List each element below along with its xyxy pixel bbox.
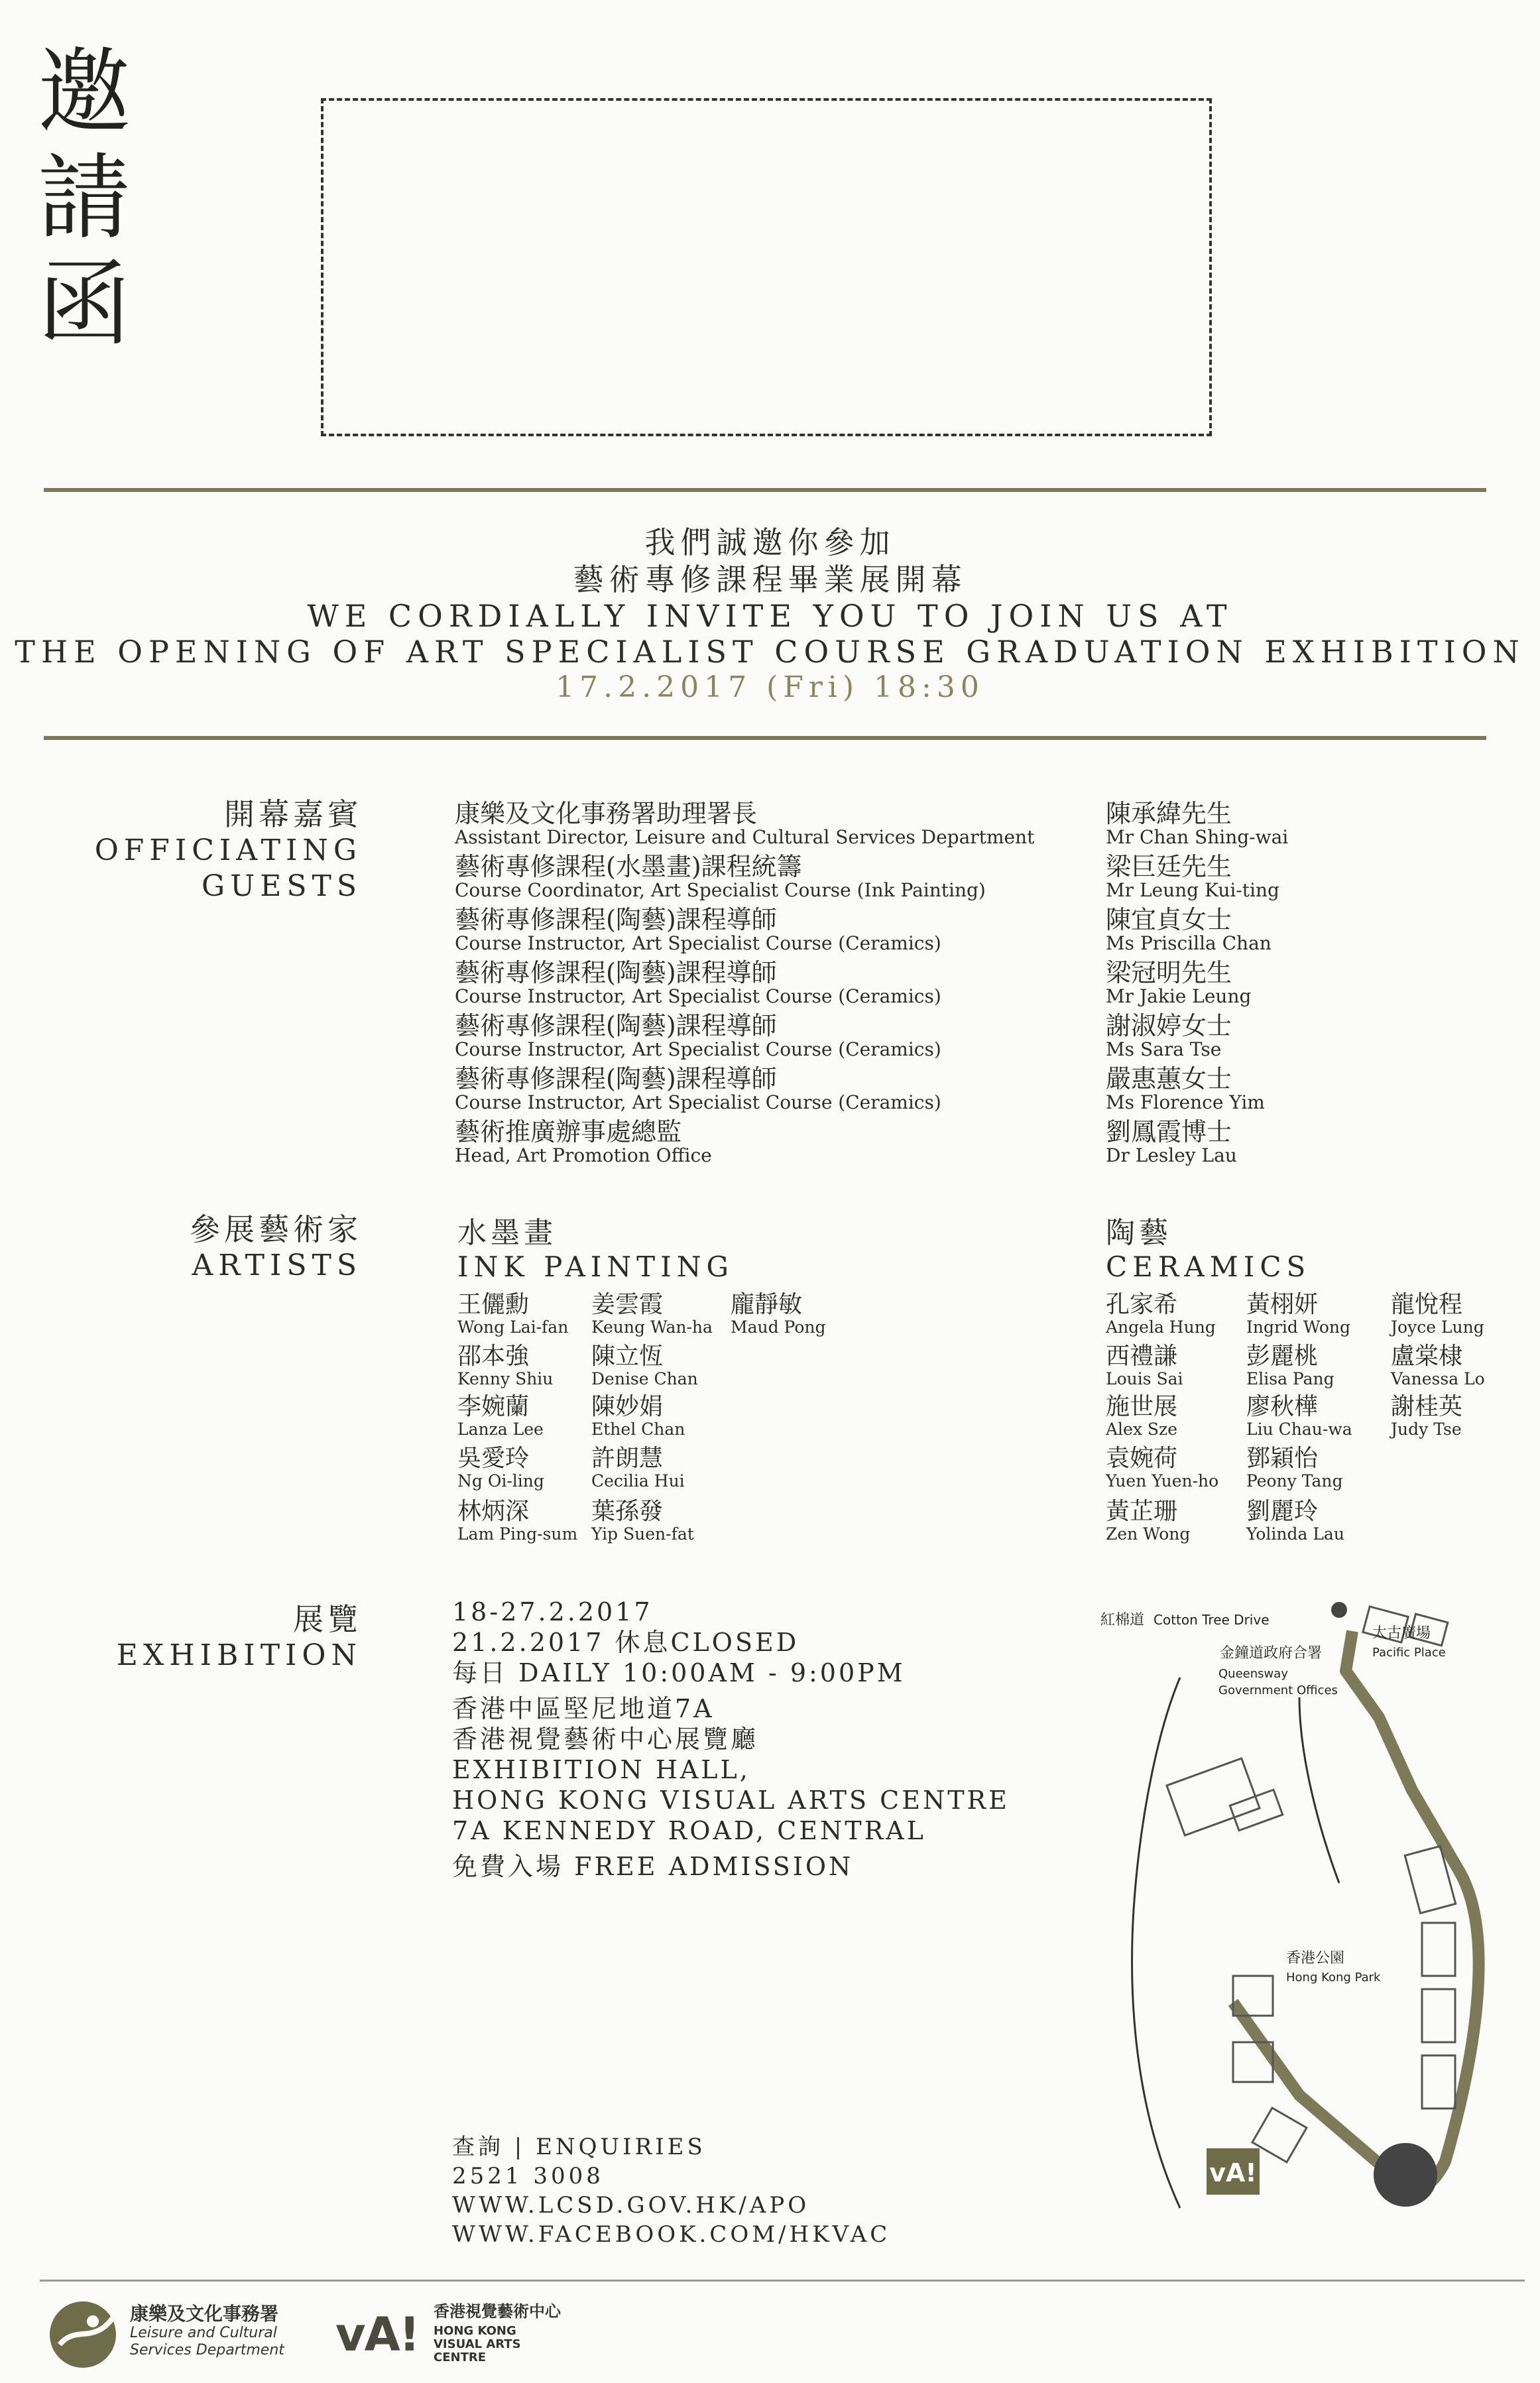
title-char-2: 請 — [37, 145, 131, 253]
venue-name-zh: 香港視覺藝術中心展覽廳 — [452, 1725, 759, 1754]
artist-name-zh: 孔家希 — [1106, 1291, 1178, 1318]
invite-datetime: 17.2.2017 (Fri) 18:30 — [556, 670, 984, 704]
guest-row — [455, 906, 1051, 953]
invite-zh-2: 藝術專修課程畢業展開幕 — [573, 562, 967, 597]
guest-title-en: Course Coordinator, Art Specialist Course (Ink Painting) — [455, 879, 986, 901]
venue-name-en: HONG KONG VISUAL ARTS CENTRE — [452, 1786, 1010, 1815]
artist-entry — [591, 1498, 694, 1544]
artist-name-zh: 姜雲霞 — [591, 1291, 664, 1318]
map-station-icon — [1331, 1602, 1347, 1618]
artist-name-en: Wong Lai-fan — [457, 1317, 569, 1337]
artist-entry — [1106, 1343, 1183, 1388]
guest-row — [455, 1118, 1051, 1166]
artist-name-en: Lam Ping-sum — [457, 1524, 578, 1544]
artist-entry — [1106, 1445, 1218, 1491]
middle-divider — [44, 736, 1486, 740]
guest-title-en: Course Instructor, Art Specialist Course (Ceramics) — [455, 985, 941, 1007]
artist-entry — [591, 1445, 685, 1491]
artist-name-zh: 葉孫發 — [591, 1498, 664, 1525]
ceramics-label-en: CERAMICS — [1106, 1251, 1311, 1283]
guest-title-zh: 康樂及文化事務署助理署長 — [455, 799, 758, 828]
guest-name-en: Mr Jakie Leung — [1106, 985, 1252, 1007]
artist-name-zh: 西禮謙 — [1106, 1343, 1178, 1370]
enquiries-label: 查詢 | ENQUIRIES — [452, 2134, 706, 2160]
artist-name-en: Ingrid Wong — [1246, 1317, 1351, 1337]
guest-title-zh: 藝術專修課程(水墨畫)課程統籌 — [455, 852, 802, 881]
artist-entry — [591, 1394, 685, 1439]
artist-entry — [1391, 1343, 1485, 1388]
artist-name-en: Yip Suen-fat — [591, 1524, 694, 1544]
artists-label — [50, 1211, 362, 1284]
artist-name-zh: 陳妙娟 — [591, 1393, 664, 1420]
artist-name-en: Louis Sai — [1106, 1369, 1183, 1388]
artist-name-zh: 劉麗玲 — [1246, 1498, 1319, 1525]
venue-address-zh: 香港中區堅尼地道7A — [452, 1694, 715, 1723]
map-label-park-en: Hong Kong Park — [1286, 1971, 1381, 1985]
enquiries-facebook[interactable]: WWW.FACEBOOK.COM/HKVAC — [452, 2221, 891, 2248]
map-road-left — [1132, 1678, 1180, 2208]
ceramics-label-zh: 陶藝 — [1106, 1216, 1172, 1250]
lcsd-name-zh: 康樂及文化事務署 — [130, 2303, 279, 2325]
hkvac-name-en-2: VISUAL ARTS — [434, 2337, 521, 2351]
officiating-label — [50, 796, 362, 904]
artist-entry — [1391, 1292, 1484, 1337]
lcsd-name-en-2: Services Department — [130, 2342, 284, 2358]
location-map — [1100, 1591, 1498, 2215]
artist-name-en: Kenny Shiu — [457, 1369, 554, 1388]
guest-name-zh: 梁冠明先生 — [1106, 958, 1232, 987]
artist-name-zh: 陳立恆 — [591, 1343, 664, 1370]
artist-name-en: Yolinda Lau — [1246, 1524, 1344, 1544]
artist-entry — [1106, 1292, 1216, 1337]
artist-name-zh: 盧棠棣 — [1391, 1343, 1463, 1370]
lcsd-name-en-1: Leisure and Cultural — [130, 2325, 277, 2341]
enquiries-phone: 2521 3008 — [452, 2163, 604, 2189]
artist-name-en: Zen Wong — [1106, 1524, 1191, 1544]
guest-title-en: Assistant Director, Leisure and Cultural Services Department — [455, 826, 1035, 848]
artist-entry — [1391, 1394, 1462, 1439]
artist-name-zh: 黃栩妍 — [1246, 1291, 1319, 1318]
free-admission: 免費入場 FREE ADMISSION — [452, 1852, 854, 1881]
guest-name-zh: 嚴惠蕙女士 — [1106, 1064, 1232, 1093]
map-route — [1233, 1631, 1479, 2189]
map-building — [1422, 1989, 1455, 2042]
map-building — [1252, 2108, 1307, 2162]
hkvac-logo: vA! — [335, 2307, 419, 2362]
artist-entry — [1246, 1445, 1342, 1491]
artist-entry — [1246, 1498, 1344, 1544]
hkvac-name-zh: 香港視覺藝術中心 — [434, 2302, 561, 2321]
artist-name-en: Judy Tse — [1391, 1420, 1462, 1439]
ink-label-zh: 水墨畫 — [457, 1216, 557, 1250]
invitation-title — [34, 40, 134, 358]
map-road-gov — [1299, 1697, 1339, 1883]
invite-en-1: WE CORDIALLY INVITE YOU TO JOIN US AT — [307, 598, 1233, 634]
artist-name-en: Vanessa Lo — [1391, 1369, 1485, 1388]
guest-name-en: Mr Leung Kui-ting — [1106, 879, 1279, 901]
guest-title-zh: 藝術專修課程(陶藝)課程導師 — [455, 905, 777, 934]
artist-name-en: Ethel Chan — [591, 1420, 685, 1439]
artist-name-en: Lanza Lee — [457, 1420, 544, 1439]
guest-name-zh: 陳宜貞女士 — [1106, 905, 1232, 934]
title-char-1: 邀 — [37, 38, 131, 147]
artist-entry — [1246, 1292, 1350, 1337]
artist-name-zh: 王儷勳 — [457, 1291, 530, 1318]
ink-painting-heading — [457, 1216, 734, 1284]
artist-name-zh: 龐靜敏 — [731, 1291, 803, 1318]
invitation-block — [0, 524, 1540, 705]
artist-name-en: Keung Wan-ha — [591, 1317, 713, 1337]
guest-name — [1106, 906, 1371, 953]
artist-name-en: Maud Pong — [731, 1317, 826, 1337]
artist-name-zh: 龍悅程 — [1391, 1291, 1463, 1318]
artist-name-zh: 邵本強 — [457, 1343, 530, 1370]
address-window — [321, 98, 1212, 436]
enquiries — [452, 2132, 1049, 2249]
map-label-pacific-zh: 太古廣場 — [1372, 1625, 1431, 1642]
guest-name-en: Ms Florence Yim — [1106, 1091, 1265, 1113]
artist-name-en: Denise Chan — [591, 1369, 698, 1388]
guest-name — [1106, 959, 1371, 1007]
map-building — [1422, 2055, 1455, 2108]
exhibition-details — [452, 1597, 1049, 1882]
map-va-logo: vA! — [1209, 2158, 1257, 2187]
artist-name-zh: 吳愛玲 — [457, 1445, 530, 1472]
enquiries-website[interactable]: WWW.LCSD.GOV.HK/APO — [452, 2192, 810, 2219]
artist-name-en: Alex Sze — [1106, 1420, 1177, 1439]
guest-row — [455, 959, 1051, 1007]
guest-title-zh: 藝術專修課程(陶藝)課程導師 — [455, 1064, 777, 1093]
venue-address-en: 7A KENNEDY ROAD, CENTRAL — [452, 1816, 926, 1845]
top-divider — [44, 488, 1486, 492]
artist-entry — [1106, 1498, 1190, 1544]
guest-name-en: Mr Chan Shing-wai — [1106, 826, 1289, 848]
map-building — [1167, 1758, 1260, 1835]
map-label-gov-en-2: Government Offices — [1218, 1683, 1338, 1697]
map-building — [1422, 1923, 1455, 1976]
ceramics-heading — [1106, 1216, 1311, 1284]
map-label-park-zh: 香港公園 — [1286, 1950, 1345, 1967]
artist-entry — [1246, 1394, 1352, 1439]
guest-name — [1106, 1012, 1371, 1060]
guest-name-en: Ms Sara Tse — [1106, 1038, 1222, 1060]
guest-name-en: Dr Lesley Lau — [1106, 1144, 1237, 1166]
hkvac-name-en-3: CENTRE — [434, 2351, 487, 2364]
artist-name-en: Peony Tang — [1246, 1471, 1343, 1491]
map-label-gov-zh: 金鐘道政府合署 — [1220, 1645, 1323, 1662]
title-char-3: 函 — [37, 251, 131, 359]
guest-row — [455, 800, 1051, 847]
exhibition-hours: 每日 DAILY 10:00AM - 9:00PM — [452, 1658, 906, 1687]
venue-hall-en: EXHIBITION HALL, — [452, 1755, 750, 1784]
map-destination-marker — [1374, 2143, 1437, 2207]
artist-entry — [1246, 1343, 1334, 1388]
artist-name-en: Ng Oi-ling — [457, 1471, 544, 1491]
guest-row — [455, 853, 1051, 900]
officiating-label-en-1: OFFICIATING — [94, 833, 362, 867]
artist-name-zh: 彭麗桃 — [1246, 1343, 1319, 1370]
artist-name-zh: 鄧穎怡 — [1246, 1445, 1319, 1472]
artist-entry — [457, 1445, 544, 1491]
guest-name-en: Ms Priscilla Chan — [1106, 932, 1272, 954]
guest-title-en: Course Instructor, Art Specialist Course (Ceramics) — [455, 1091, 941, 1113]
exhibition-label-en: EXHIBITION — [116, 1638, 362, 1672]
guest-name-zh: 梁巨廷先生 — [1106, 852, 1232, 881]
invite-en-2: THE OPENING OF ART SPECIALIST COURSE GRADUATION EXHIBITION — [15, 634, 1525, 670]
artist-name-zh: 林炳深 — [457, 1498, 530, 1525]
map-label-road-en: Cotton Tree Drive — [1154, 1612, 1270, 1628]
lcsd-logo-text — [130, 2303, 284, 2359]
guest-title-en: Course Instructor, Art Specialist Course (Ceramics) — [455, 932, 941, 954]
artist-name-en: Cecilia Hui — [591, 1471, 685, 1491]
guest-row — [455, 1012, 1051, 1060]
artist-entry — [457, 1343, 553, 1388]
artist-name-en: Angela Hung — [1106, 1317, 1216, 1337]
guest-name-zh: 謝淑婷女士 — [1106, 1011, 1232, 1040]
artist-name-zh: 施世展 — [1106, 1393, 1178, 1420]
guest-title-zh: 藝術推廣辦事處總監 — [455, 1117, 682, 1146]
artist-entry — [1106, 1394, 1177, 1439]
ink-label-en: INK PAINTING — [457, 1251, 735, 1283]
map-label-pacific-en: Pacific Place — [1372, 1646, 1446, 1660]
artist-entry — [457, 1394, 544, 1439]
guest-name — [1106, 1065, 1371, 1113]
guest-title-en: Course Instructor, Art Specialist Course (Ceramics) — [455, 1038, 941, 1060]
artist-name-zh: 謝桂英 — [1391, 1393, 1463, 1420]
artist-name-en: Elisa Pang — [1246, 1369, 1334, 1388]
guest-name-zh: 陳承緯先生 — [1106, 799, 1232, 828]
guest-name — [1106, 1118, 1371, 1166]
artist-name-zh: 廖秋樺 — [1246, 1393, 1319, 1420]
officiating-label-zh: 開幕嘉賓 — [224, 796, 362, 832]
exhibition-label — [50, 1601, 362, 1674]
artist-name-zh: 袁婉荷 — [1106, 1445, 1178, 1472]
guest-title-zh: 藝術專修課程(陶藝)課程導師 — [455, 958, 777, 987]
artist-name-en: Joyce Lung — [1391, 1317, 1484, 1337]
footer-divider — [40, 2280, 1525, 2282]
map-label-gov-en-1: Queensway — [1218, 1667, 1288, 1681]
guest-name-zh: 劉鳳霞博士 — [1106, 1117, 1232, 1146]
hkvac-name-en-1: HONG KONG — [434, 2324, 516, 2338]
exhibition-closed: 21.2.2017 休息CLOSED — [452, 1628, 800, 1657]
map-label-road-zh: 紅棉道 — [1100, 1612, 1145, 1628]
artist-name-zh: 李婉蘭 — [457, 1393, 530, 1420]
guest-row — [455, 1065, 1051, 1113]
artists-label-zh: 參展藝術家 — [190, 1211, 362, 1247]
artists-label-en: ARTISTS — [192, 1249, 362, 1282]
artist-name-en: Liu Chau-wa — [1246, 1420, 1352, 1439]
officiating-label-en-2: GUESTS — [202, 869, 362, 903]
guest-title-zh: 藝術專修課程(陶藝)課程導師 — [455, 1011, 777, 1040]
artist-name-zh: 黃芷珊 — [1106, 1498, 1178, 1525]
exhibition-dates: 18-27.2.2017 — [452, 1597, 653, 1626]
guest-name — [1106, 800, 1371, 847]
invite-zh-1: 我們誠邀你參加 — [644, 524, 896, 560]
artist-entry — [591, 1292, 713, 1337]
artist-entry — [457, 1292, 568, 1337]
artist-entry — [457, 1498, 577, 1544]
artist-name-en: Yuen Yuen-ho — [1106, 1471, 1219, 1491]
artist-entry — [731, 1292, 826, 1337]
hkvac-logo-text — [434, 2303, 561, 2364]
artist-entry — [591, 1343, 698, 1388]
artist-name-zh: 許朗慧 — [591, 1445, 664, 1472]
exhibition-label-zh: 展覽 — [293, 1601, 362, 1637]
guest-name — [1106, 853, 1371, 900]
guest-title-en: Head, Art Promotion Office — [455, 1144, 712, 1166]
lcsd-logo-icon — [46, 2298, 126, 2371]
